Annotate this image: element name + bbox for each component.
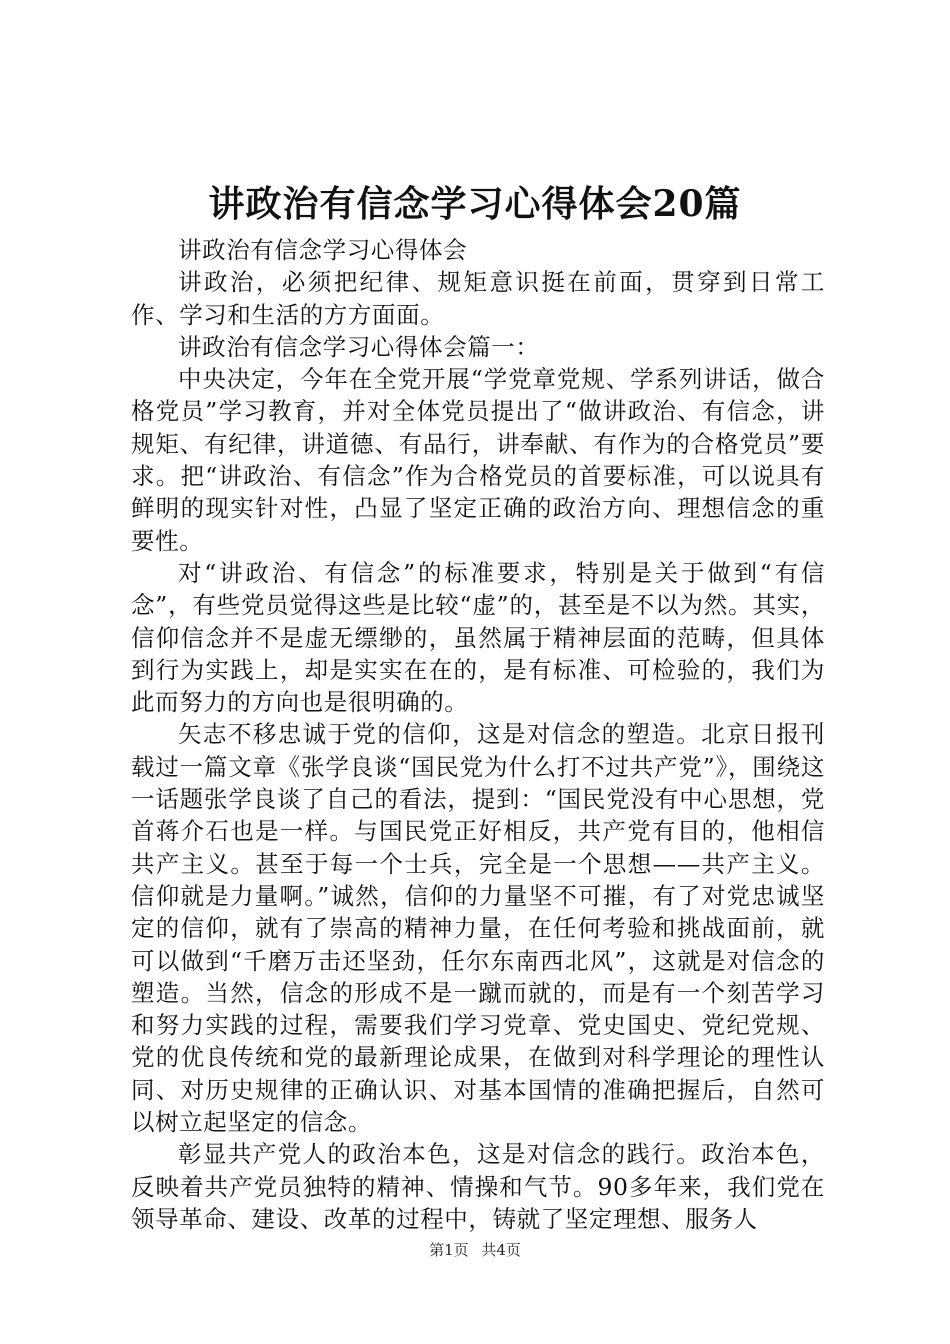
paragraph: 中央决定，今年在全党开展“学党章党规、学系列讲话，做合格党员”学习教育，并对全体党员提出了“做讲政治、有信念，讲规矩、有纪律，讲道德、有品行，讲奉献、有作为的合格党员”要求。把“讲政治、有信念”作为合格党员的首要标准，可以说具有鲜明的现实针对性，凸显了坚定正确的政治方向、理想信念的重要性。 (131, 365, 825, 555)
page-number: 第1页 (429, 1241, 469, 1259)
paragraph: 讲政治，必须把纪律、规矩意识挺在前面，贯穿到日常工作、学习和生活的方方面面。 (131, 268, 825, 329)
paragraph: 彰显共产党人的政治本色，这是对信念的践行。政治本色，反映着共产党员独特的精神、情操和气节。90多年来，我们党在领导革命、建设、改革的过程中，铸就了坚定理想、服务人 (131, 1140, 825, 1233)
paragraph: 对“讲政治、有信念”的标准要求，特别是关于做到“有信念”，有些党员觉得这些是比较“虚”的，甚至是不以为然。其实，信仰信念并不是虚无缥缈的，虽然属于精神层面的范畴，但具体到行为实践上，却是实实在在的，是有标准、可检验的，我们为此而努力的方向也是很明确的。 (131, 558, 825, 717)
paragraph: 矢志不移忠诚于党的信仰，这是对信念的塑造。北京日报刊载过一篇文章《张学良谈“国民党为什么打不过共产党”》，围绕这一话题张学良谈了自己的看法，提到：“国民党没有中心思想，党首蒋介石也是一样。与国民党正好相反，共产党有目的，他相信共产主义。甚至于每一个士兵，完全是一个思想——共产主义。信仰就是力量啊。”诚然，信仰的力量坚不可摧，有了对党忠诚坚定的信仰，就有了崇高的精神力量，在任何考验和挑战面前，就可以做到“千磨万击还坚劲，任尔东南西北风”，这就是对信念的塑造。当然，信念的形成不是一蹴而就的，而是有一个刻苦学习和努力实践的过程，需要我们学习党章、党史国史、党纪党规、党的优良传统和党的最新理论成果，在做到对科学理论的理性认同、对历史规律的正确认识、对基本国情的准确把握后，自然可以树立起坚定的信念。 (131, 720, 825, 1137)
document-body (131, 234, 825, 1235)
page-footer (0, 1240, 950, 1260)
paragraph: 讲政治有信念学习心得体会 (178, 236, 468, 264)
document-title: 讲政治有信念学习心得体会20篇 (208, 183, 742, 225)
paragraph: 讲政治有信念学习心得体会篇一： (178, 332, 540, 361)
page-total: 共4页 (481, 1241, 521, 1259)
